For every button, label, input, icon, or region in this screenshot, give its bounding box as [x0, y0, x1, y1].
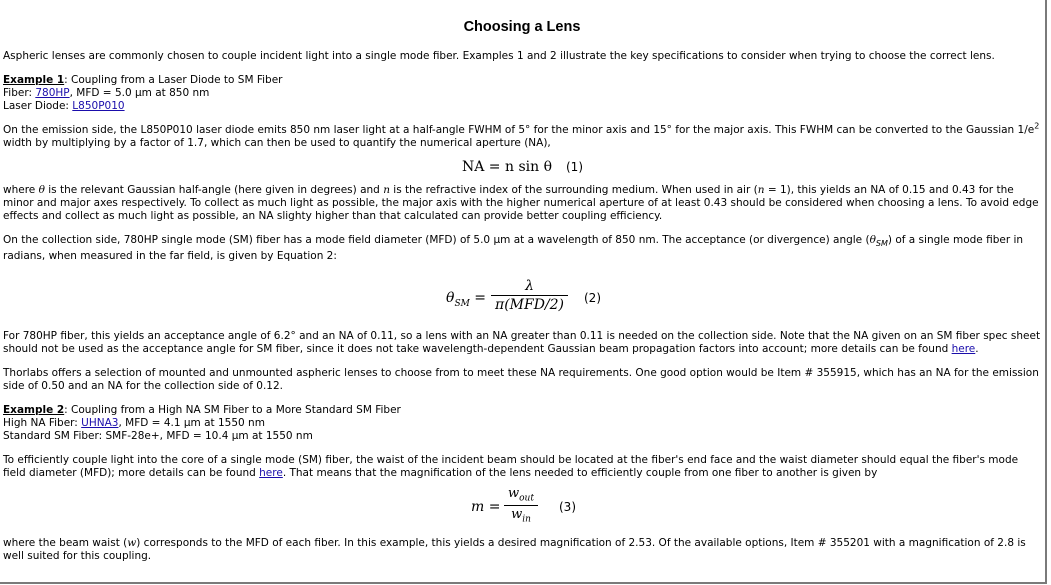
equation-1-number: (1)	[566, 160, 583, 174]
theta-sm-symbol: θ	[869, 234, 876, 246]
couple-text-2: . That means that the magnification of the lens needed to efficiently couple from one fiber to another is given by	[282, 467, 878, 480]
emission-text-1: On the emission side, the L850P010 laser diode emits 850 nm laser light at a half-angle FWHM of 5° for the minor axis and 15° for the major axis. This FWHM can be converted to the Gaussian 1/e	[3, 124, 1035, 136]
n-symbol-2: n	[757, 184, 765, 196]
sm-subscript: SM	[875, 239, 888, 249]
fiber-spec: , MFD = 5.0 µm at 850 nm	[69, 87, 210, 99]
example-1-heading	[3, 74, 1041, 87]
eq3-m: m	[471, 499, 485, 516]
na-result-end: .	[975, 343, 979, 356]
emission-paragraph	[3, 121, 1041, 150]
eq2-equals: =	[469, 290, 487, 307]
couple-paragraph	[3, 454, 1041, 480]
document-body	[3, 0, 1041, 563]
equation-3	[3, 480, 1041, 532]
fiber-label: Fiber:	[3, 87, 36, 99]
laser-diode-link[interactable]: L850P010	[72, 100, 125, 112]
example-2-std-fiber: Standard SM Fiber: SMF-28e+, MFD = 10.4 µm at 1550 nm	[3, 430, 313, 443]
equation-2-lhs	[446, 290, 486, 309]
equation-2	[3, 263, 1041, 325]
na-result-paragraph	[3, 330, 1041, 356]
mag-text-2: ) corresponds to the MFD of each fiber. In this example, this yields a desired magnification of 2.53. Of the available options, Item # 355201 with a magnification of 2.8 is well suited for this coupling.	[3, 537, 1026, 563]
magnification-paragraph	[3, 537, 1041, 563]
where-text-4: = 1), this yields an NA of 0.15 and 0.43 for the minor and major axes respectively. To collect as much light as possible, the major axis with the higher numerical aperture of at least 0.43 should be considered when choosing a lens. To avoid edge effects and collect as much light as possible, an NA slighty higher than that calculated can provide better coupling efficiency.	[3, 184, 1039, 222]
example-1-fiber	[3, 87, 1041, 100]
mag-text-1: where the beam waist (	[3, 537, 128, 550]
collection-text-1: On the collection side, 780HP single mode (SM) fiber has a mode field diameter (MFD) of 5.0 µm at a wavelength of 850 nm. The acceptance (or divergence) angle (	[3, 234, 870, 246]
equation-1-formula: NA = n sin θ	[462, 159, 553, 175]
collection-text-2: ) of a single mode fiber in radians, when measured in the far field, is given by Equation 2:	[3, 234, 1024, 263]
theta-symbol: θ	[38, 184, 45, 196]
fiber-780hp-link[interactable]: 780HP	[35, 87, 70, 99]
superscript-2: 2	[1034, 121, 1040, 131]
collection-paragraph	[3, 234, 1041, 263]
equation-3-fraction	[504, 486, 538, 524]
na-result-text: For 780HP fiber, this yields an acceptance angle of 6.2° and an NA of 0.11, so a lens with an NA greater than 0.11 is needed on the collection side. Note that the NA given on an SM fiber spec sheet should not be used as the acceptance angle for SM fiber, since it does not take wavelength-dependent Gaussian beam propagation factors into account; more details can be found	[3, 330, 1041, 356]
emission-text-2: width by multiplying by a factor of 1.7, which can then be used to quantify the numerical aperture (NA),	[3, 137, 551, 149]
example-2-title: : Coupling from a High NA SM Fiber to a More Standard SM Fiber	[64, 404, 401, 417]
details-here-link-1[interactable]: here	[951, 343, 976, 356]
n-symbol: n	[383, 184, 390, 196]
eq2-denominator: π(MFD/2)	[495, 297, 565, 314]
where-text-3: is the refractive index of the surrounding medium. When used in air (	[389, 184, 758, 196]
equation-2-number: (2)	[584, 291, 601, 306]
couple-text-1: To efficiently couple light into the core of a single mode (SM) fiber, the waist of the incident beam should be located at the fiber's end face and the waist diameter should equal the fiber's mode field diameter (MFD); more details can be found	[3, 454, 1019, 480]
example-1-label: Example 1	[3, 74, 65, 86]
where-text-2: is the relevant Gaussian half-angle (here given in degrees) and	[44, 184, 384, 196]
example-1-title: : Coupling from a Laser Diode to SM Fiber	[64, 74, 283, 86]
equation-2-fraction	[491, 278, 568, 313]
equation-1	[3, 150, 1041, 184]
eq3-out-sub: out	[519, 493, 534, 504]
eq3-w-in: w	[511, 506, 523, 522]
eq3-in-sub: in	[522, 514, 531, 525]
example-1-header-block	[3, 74, 1041, 113]
eq3-w-out: w	[508, 486, 520, 502]
eq3-equals: =	[484, 499, 501, 516]
details-here-link-2[interactable]: here	[259, 467, 283, 480]
example-2-label: Example 2	[3, 404, 65, 417]
diode-label: Laser Diode:	[3, 100, 73, 112]
page-title: Choosing a Lens	[463, 19, 581, 35]
hna-spec: , MFD = 4.1 µm at 1550 nm	[118, 417, 265, 430]
eq2-theta: θ	[446, 290, 455, 307]
w-symbol: w	[127, 537, 137, 550]
eq2-numerator: λ	[491, 278, 568, 296]
eq2-sub: SM	[454, 298, 470, 309]
uhna3-link[interactable]: UHNA3	[81, 417, 119, 430]
equation-3-lhs	[471, 499, 500, 515]
hna-label: High NA Fiber:	[3, 417, 82, 430]
equation-3-number: (3)	[559, 500, 576, 515]
eq3-denominator	[504, 506, 538, 525]
thorlabs-paragraph: Thorlabs offers a selection of mounted and unmounted aspheric lenses to choose from to meet these NA requirements. One good option would be Item # 355915, which has an NA for the emission side of 0.50 and an NA for the collection side of 0.12.	[3, 367, 1039, 393]
intro-paragraph: Aspheric lenses are commonly chosen to couple incident light into a single mode fiber. Examples 1 and 2 illustrate the key specifications to consider when trying to choose the correct lens.	[3, 50, 995, 62]
where-theta-paragraph	[3, 184, 1041, 223]
example-1-diode	[3, 100, 1041, 113]
example-2-hna-fiber	[3, 417, 1041, 430]
example-2-heading	[3, 404, 1041, 417]
example-2-header-block	[3, 404, 1041, 443]
eq3-numerator	[504, 486, 538, 506]
where-text-1: where	[3, 184, 39, 196]
